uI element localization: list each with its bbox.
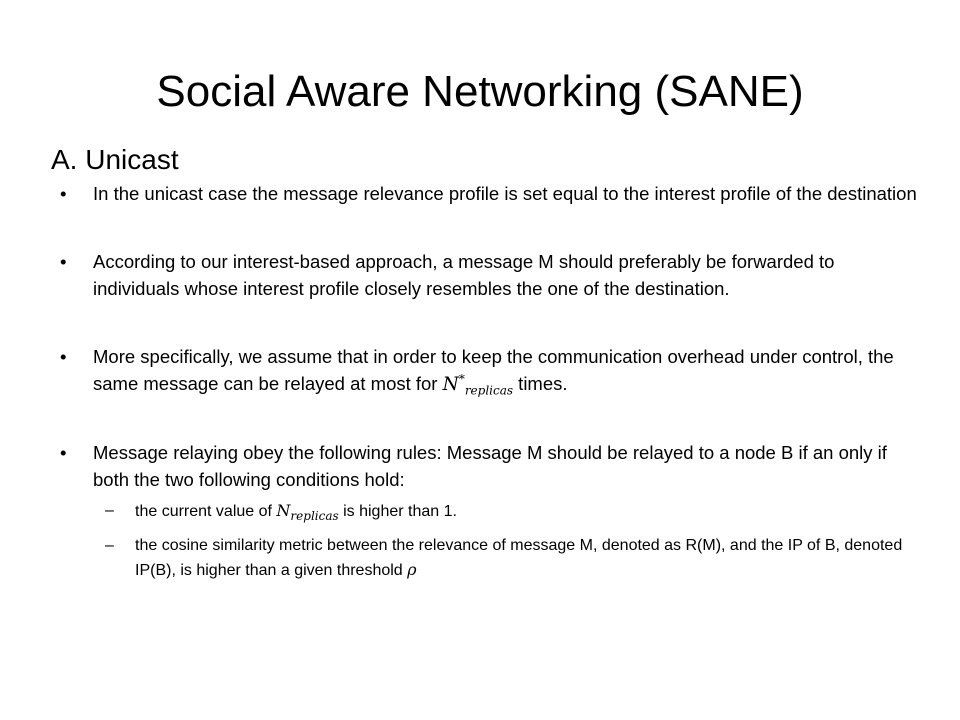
bullet-text: More specifically, we assume that in order to keep the communication overhead under control, the same message can be relayed at most for bbox=[93, 346, 894, 394]
bullet-marker: • bbox=[60, 346, 67, 367]
sub-bullet-marker: – bbox=[105, 502, 114, 519]
bullet-item bbox=[60, 439, 920, 493]
formula-base: N bbox=[442, 374, 459, 395]
formula-superscript: * bbox=[458, 371, 465, 386]
bullet-item bbox=[60, 180, 920, 207]
threshold-symbol: ρ bbox=[407, 560, 417, 579]
sub-bullet-text: the cosine similarity metric between the relevance of message M, denoted as R(M), and the IP of B, denoted IP(B), is higher than a given threshold bbox=[135, 537, 903, 579]
formula-subscript: replicas bbox=[290, 509, 339, 524]
bullet-item bbox=[60, 343, 920, 398]
slide-title: Social Aware Networking (SANE) bbox=[156, 67, 804, 116]
sub-bullet-marker: – bbox=[105, 537, 114, 554]
replicas-formula bbox=[442, 371, 514, 398]
bullet-text: Message relaying obey the following rules: Message M should be relayed to a node B if an only if both the two following conditions hold: bbox=[93, 442, 887, 490]
sub-bullet-text: the current value of bbox=[135, 503, 277, 520]
bullet-marker: • bbox=[60, 183, 67, 204]
bullet-marker: • bbox=[60, 251, 67, 272]
bullet-text: According to our interest-based approach, a message M should preferably be forwarded to individuals whose interest profile closely resembles the one of the destination. bbox=[93, 251, 835, 299]
replicas-formula bbox=[276, 501, 339, 524]
bullet-item bbox=[60, 248, 920, 302]
sub-bullet-item bbox=[60, 499, 920, 524]
section-heading: A. Unicast bbox=[51, 144, 179, 175]
bullet-text: In the unicast case the message relevance profile is set equal to the interest profile of the destination bbox=[93, 183, 917, 204]
bullet-text-tail: times. bbox=[513, 373, 568, 394]
sub-bullet-item bbox=[60, 534, 920, 583]
sub-bullet-text-tail: is higher than 1. bbox=[338, 503, 457, 520]
bullet-marker: • bbox=[60, 442, 67, 463]
formula-subscript: replicas bbox=[464, 383, 514, 398]
formula-base: N bbox=[276, 501, 291, 520]
bullet-list bbox=[60, 180, 920, 583]
